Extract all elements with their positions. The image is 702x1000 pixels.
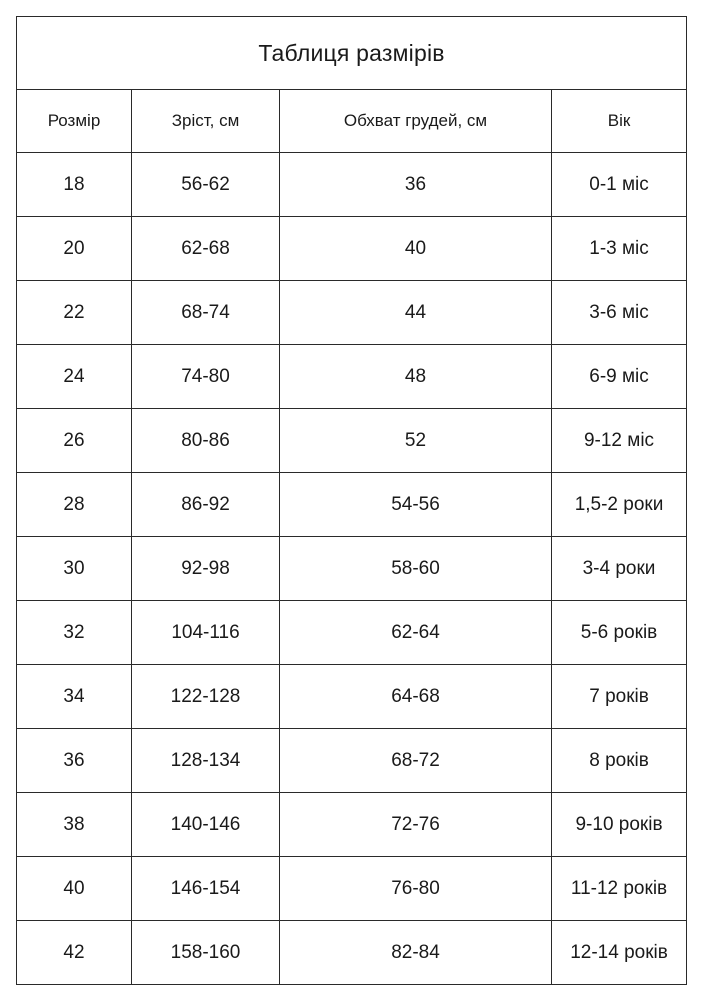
cell-age: 8 років	[552, 729, 687, 793]
cell-age: 3-4 роки	[552, 537, 687, 601]
cell-age: 7 років	[552, 665, 687, 729]
table-row	[17, 537, 687, 601]
cell-height: 74-80	[132, 345, 280, 409]
cell-height: 62-68	[132, 217, 280, 281]
table-row	[17, 217, 687, 281]
cell-height: 92-98	[132, 537, 280, 601]
table-row	[17, 409, 687, 473]
cell-age: 0-1 міс	[552, 153, 687, 217]
cell-size: 40	[17, 857, 132, 921]
cell-age: 9-10 років	[552, 793, 687, 857]
table-row	[17, 921, 687, 985]
cell-chest: 54-56	[280, 473, 552, 537]
table-row	[17, 793, 687, 857]
cell-size: 36	[17, 729, 132, 793]
table-row	[17, 729, 687, 793]
table-title-row	[17, 17, 687, 90]
cell-chest: 36	[280, 153, 552, 217]
cell-age: 5-6 років	[552, 601, 687, 665]
cell-size: 18	[17, 153, 132, 217]
cell-chest: 76-80	[280, 857, 552, 921]
cell-age: 12-14 років	[552, 921, 687, 985]
cell-chest: 82-84	[280, 921, 552, 985]
cell-chest: 52	[280, 409, 552, 473]
cell-height: 56-62	[132, 153, 280, 217]
cell-age: 11-12 років	[552, 857, 687, 921]
cell-size: 30	[17, 537, 132, 601]
cell-size: 38	[17, 793, 132, 857]
column-header-age: Вік	[552, 90, 687, 153]
cell-size: 28	[17, 473, 132, 537]
table-row	[17, 281, 687, 345]
cell-height: 122-128	[132, 665, 280, 729]
column-header-size: Розмір	[17, 90, 132, 153]
cell-age: 9-12 міс	[552, 409, 687, 473]
cell-size: 20	[17, 217, 132, 281]
cell-height: 128-134	[132, 729, 280, 793]
cell-chest: 68-72	[280, 729, 552, 793]
table-row	[17, 665, 687, 729]
cell-chest: 58-60	[280, 537, 552, 601]
cell-size: 34	[17, 665, 132, 729]
size-table	[16, 16, 687, 985]
cell-chest: 48	[280, 345, 552, 409]
cell-size: 42	[17, 921, 132, 985]
cell-size: 32	[17, 601, 132, 665]
cell-size: 24	[17, 345, 132, 409]
table-header-row	[17, 90, 687, 153]
cell-size: 26	[17, 409, 132, 473]
cell-age: 1-3 міс	[552, 217, 687, 281]
cell-chest: 40	[280, 217, 552, 281]
cell-height: 80-86	[132, 409, 280, 473]
cell-chest: 62-64	[280, 601, 552, 665]
column-header-chest: Обхват грудей, см	[280, 90, 552, 153]
cell-height: 146-154	[132, 857, 280, 921]
cell-age: 3-6 міс	[552, 281, 687, 345]
column-header-height: Зріст, см	[132, 90, 280, 153]
cell-height: 158-160	[132, 921, 280, 985]
cell-chest: 44	[280, 281, 552, 345]
cell-height: 140-146	[132, 793, 280, 857]
table-row	[17, 857, 687, 921]
cell-age: 1,5-2 роки	[552, 473, 687, 537]
cell-age: 6-9 міс	[552, 345, 687, 409]
table-row	[17, 473, 687, 537]
table-row	[17, 153, 687, 217]
cell-size: 22	[17, 281, 132, 345]
page-title: Таблиця размірів	[17, 17, 687, 90]
table-row	[17, 601, 687, 665]
cell-height: 86-92	[132, 473, 280, 537]
cell-chest: 64-68	[280, 665, 552, 729]
cell-height: 68-74	[132, 281, 280, 345]
cell-height: 104-116	[132, 601, 280, 665]
cell-chest: 72-76	[280, 793, 552, 857]
table-row	[17, 345, 687, 409]
